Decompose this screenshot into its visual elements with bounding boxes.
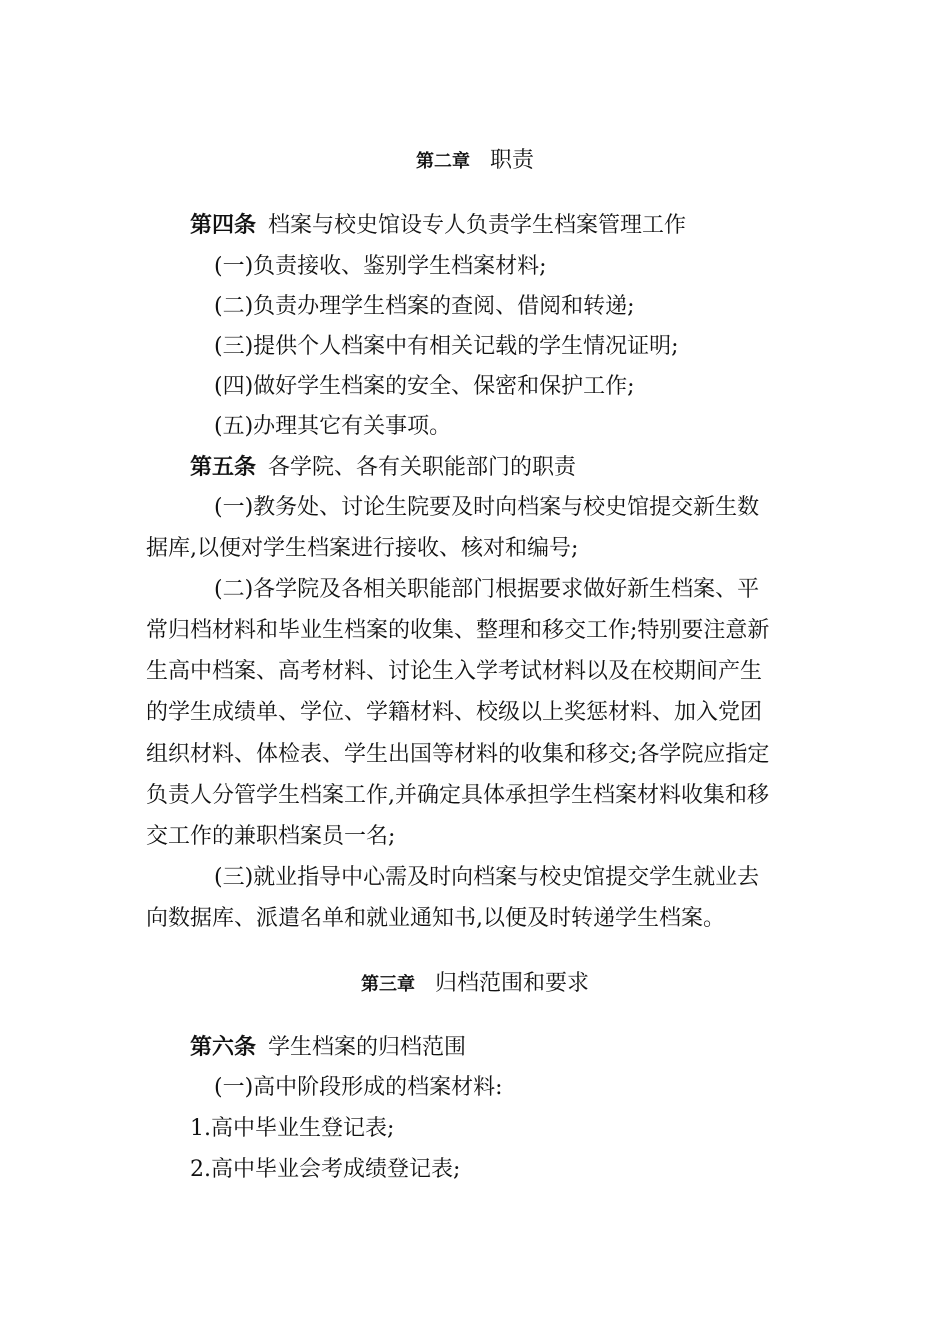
paragraph-line: (三)就业指导中心需及时向档案与校史馆提交学生就业去	[214, 865, 760, 890]
list-item: 2.高中毕业会考成绩登记表;	[190, 1157, 461, 1182]
chapter-title: 归档范围和要求	[434, 971, 589, 996]
paragraph-line: (二)各学院及各相关职能部门根据要求做好新生档案、平	[214, 577, 760, 602]
article-title: 各学院、各有关职能部门的职责	[268, 455, 577, 480]
chapter-number: 第三章	[360, 974, 415, 995]
list-item: (五)办理其它有关事项。	[214, 414, 452, 439]
article-heading	[190, 1033, 466, 1063]
chapter-heading	[0, 146, 950, 177]
list-item: 1.高中毕业生登记表;	[190, 1116, 395, 1141]
article-heading	[190, 211, 686, 241]
chapter-number: 第二章	[415, 151, 470, 172]
chapter-heading	[0, 969, 950, 1000]
paragraph-line: 据库,以便对学生档案进行接收、核对和编号;	[146, 536, 579, 561]
paragraph-line: 生高中档案、高考材料、讨论生入学考试材料以及在校期间产生	[146, 659, 763, 684]
list-item: (二)负责办理学生档案的查阅、借阅和转递;	[214, 294, 635, 319]
article-title: 档案与校史馆设专人负责学生档案管理工作	[268, 213, 687, 238]
chapter-title: 职责	[489, 148, 534, 173]
paragraph-line: 交工作的兼职档案员一名;	[146, 824, 396, 849]
article-heading	[190, 453, 576, 483]
paragraph-line: (一)高中阶段形成的档案材料:	[214, 1075, 503, 1100]
list-item: (三)提供个人档案中有相关记载的学生情况证明;	[214, 334, 679, 359]
article-label: 第六条	[190, 1035, 257, 1060]
article-label: 第四条	[190, 213, 257, 238]
list-item: (一)负责接收、鉴别学生档案材料;	[214, 254, 547, 279]
paragraph-line: 常归档材料和毕业生档案的收集、整理和移交工作;特别要注意新	[146, 618, 770, 643]
article-title: 学生档案的归档范围	[268, 1035, 467, 1060]
paragraph-line: 的学生成绩单、学位、学籍材料、校级以上奖惩材料、加入党团	[146, 700, 763, 725]
paragraph-line: 组织材料、体检表、学生出国等材料的收集和移交;各学院应指定	[146, 742, 770, 767]
list-item: (四)做好学生档案的安全、保密和保护工作;	[214, 374, 635, 399]
article-label: 第五条	[190, 455, 257, 480]
paragraph-line: (一)教务处、讨论生院要及时向档案与校史馆提交新生数	[214, 495, 760, 520]
paragraph-line: 负责人分管学生档案工作,并确定具体承担学生档案材料收集和移	[146, 783, 769, 808]
paragraph-line: 向数据库、派遣名单和就业通知书,以便及时转递学生档案。	[146, 906, 725, 931]
